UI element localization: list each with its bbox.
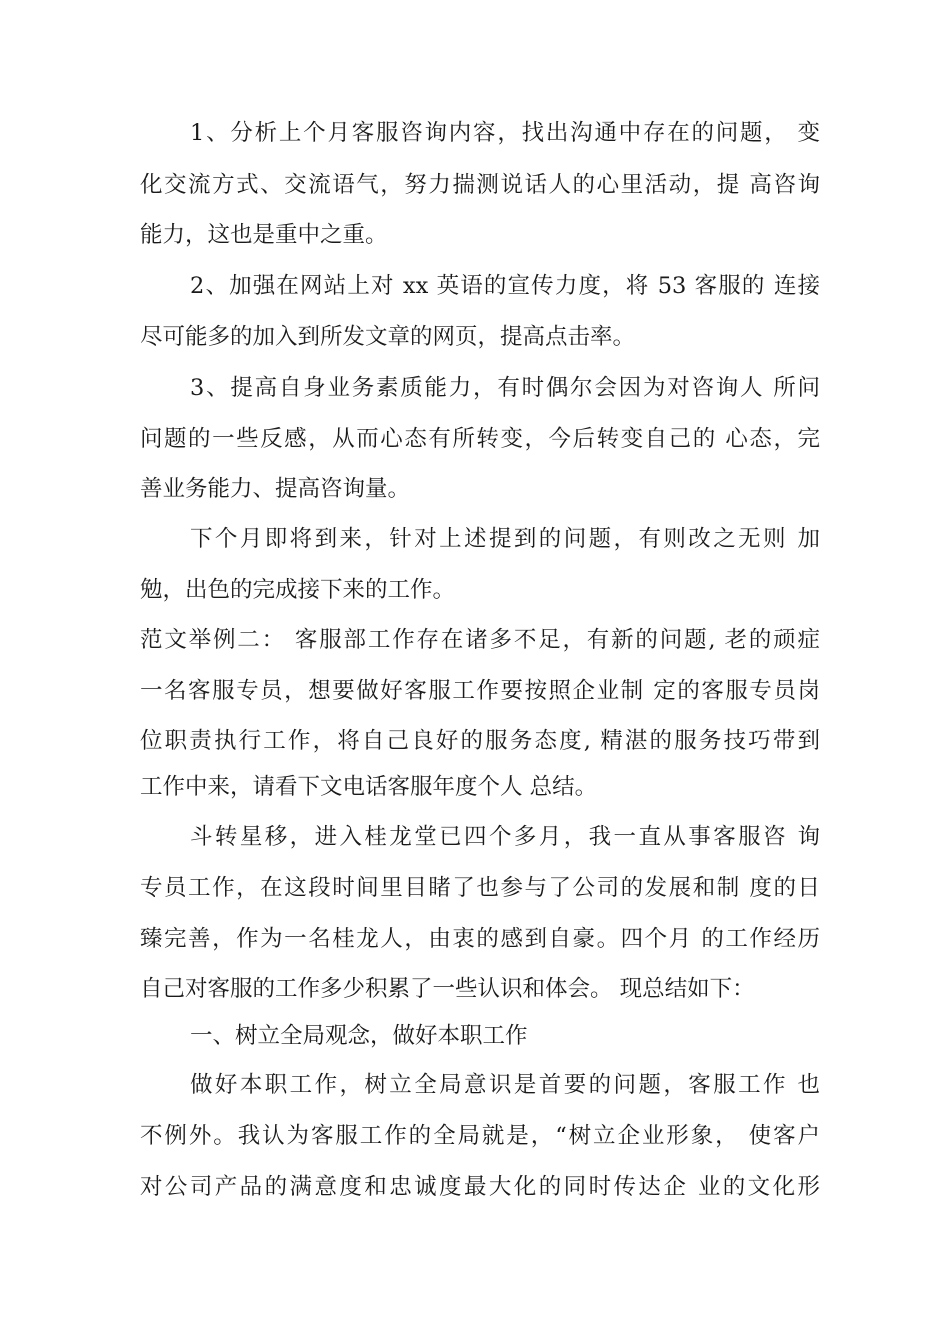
text-line: 能力，这也是重中之重。 [140, 222, 388, 248]
text-line: 2、加强在网站上对 xx 英语的宣传力度，将 53 客服的 连接 [190, 273, 820, 299]
text-line: 范文举例二： 客服部工作存在诸多不足，有新的问题, 老的顽症 [140, 627, 820, 653]
text-line: 做好本职工作，树立全局意识是首要的问题，客服工作 也 [190, 1072, 820, 1098]
text-line: 尽可能多的加入到所发文章的网页，提高点击率。 [140, 324, 636, 350]
text-line: 一、树立全局观念，做好本职工作 [190, 1023, 528, 1049]
text-line: 斗转星移，进入桂龙堂已四个多月，我一直从事客服咨 询 [190, 824, 820, 850]
text-line: 化交流方式、交流语气，努力揣测说话人的心里活动，提 高咨询 [140, 172, 820, 198]
text-line: 工作中来，请看下文电话客服年度个人 总结。 [140, 774, 598, 800]
text-line: 3、提高自身业务素质能力，有时偶尔会因为对咨询人 所问 [190, 375, 820, 401]
text-line: 位职责执行工作，将自己良好的服务态度, 精湛的服务技巧带到 [140, 728, 820, 754]
text-line: 问题的一些反感，从而心态有所转变，今后转变自己的 心态，完 [140, 426, 820, 452]
text-line: 对公司产品的满意度和忠诚度最大化的同时传达企 业的文化形 [140, 1174, 820, 1200]
text-line: 勉，出色的完成接下来的工作。 [140, 577, 456, 603]
text-line: 善业务能力、提高咨询量。 [140, 476, 411, 502]
text-line: 一名客服专员，想要做好客服工作要按照企业制 定的客服专员岗 [140, 678, 820, 704]
text-line: 下个月即将到来，针对上述提到的问题，有则改之无则 加 [190, 526, 820, 552]
text-line: 专员工作，在这段时间里目睹了也参与了公司的发展和制 度的日 [140, 875, 820, 901]
text-line: 不例外。我认为客服工作的全局就是，“树立企业形象， 使客户 [140, 1123, 820, 1149]
text-line: 臻完善，作为一名桂龙人，由衷的感到自豪。四个月 的工作经历 [140, 926, 820, 952]
text-line: 自己对客服的工作多少积累了一些认识和体会。 现总结如下： [140, 976, 755, 1002]
text-line: 1、分析上个月客服咨询内容，找出沟通中存在的问题， 变 [190, 120, 820, 146]
